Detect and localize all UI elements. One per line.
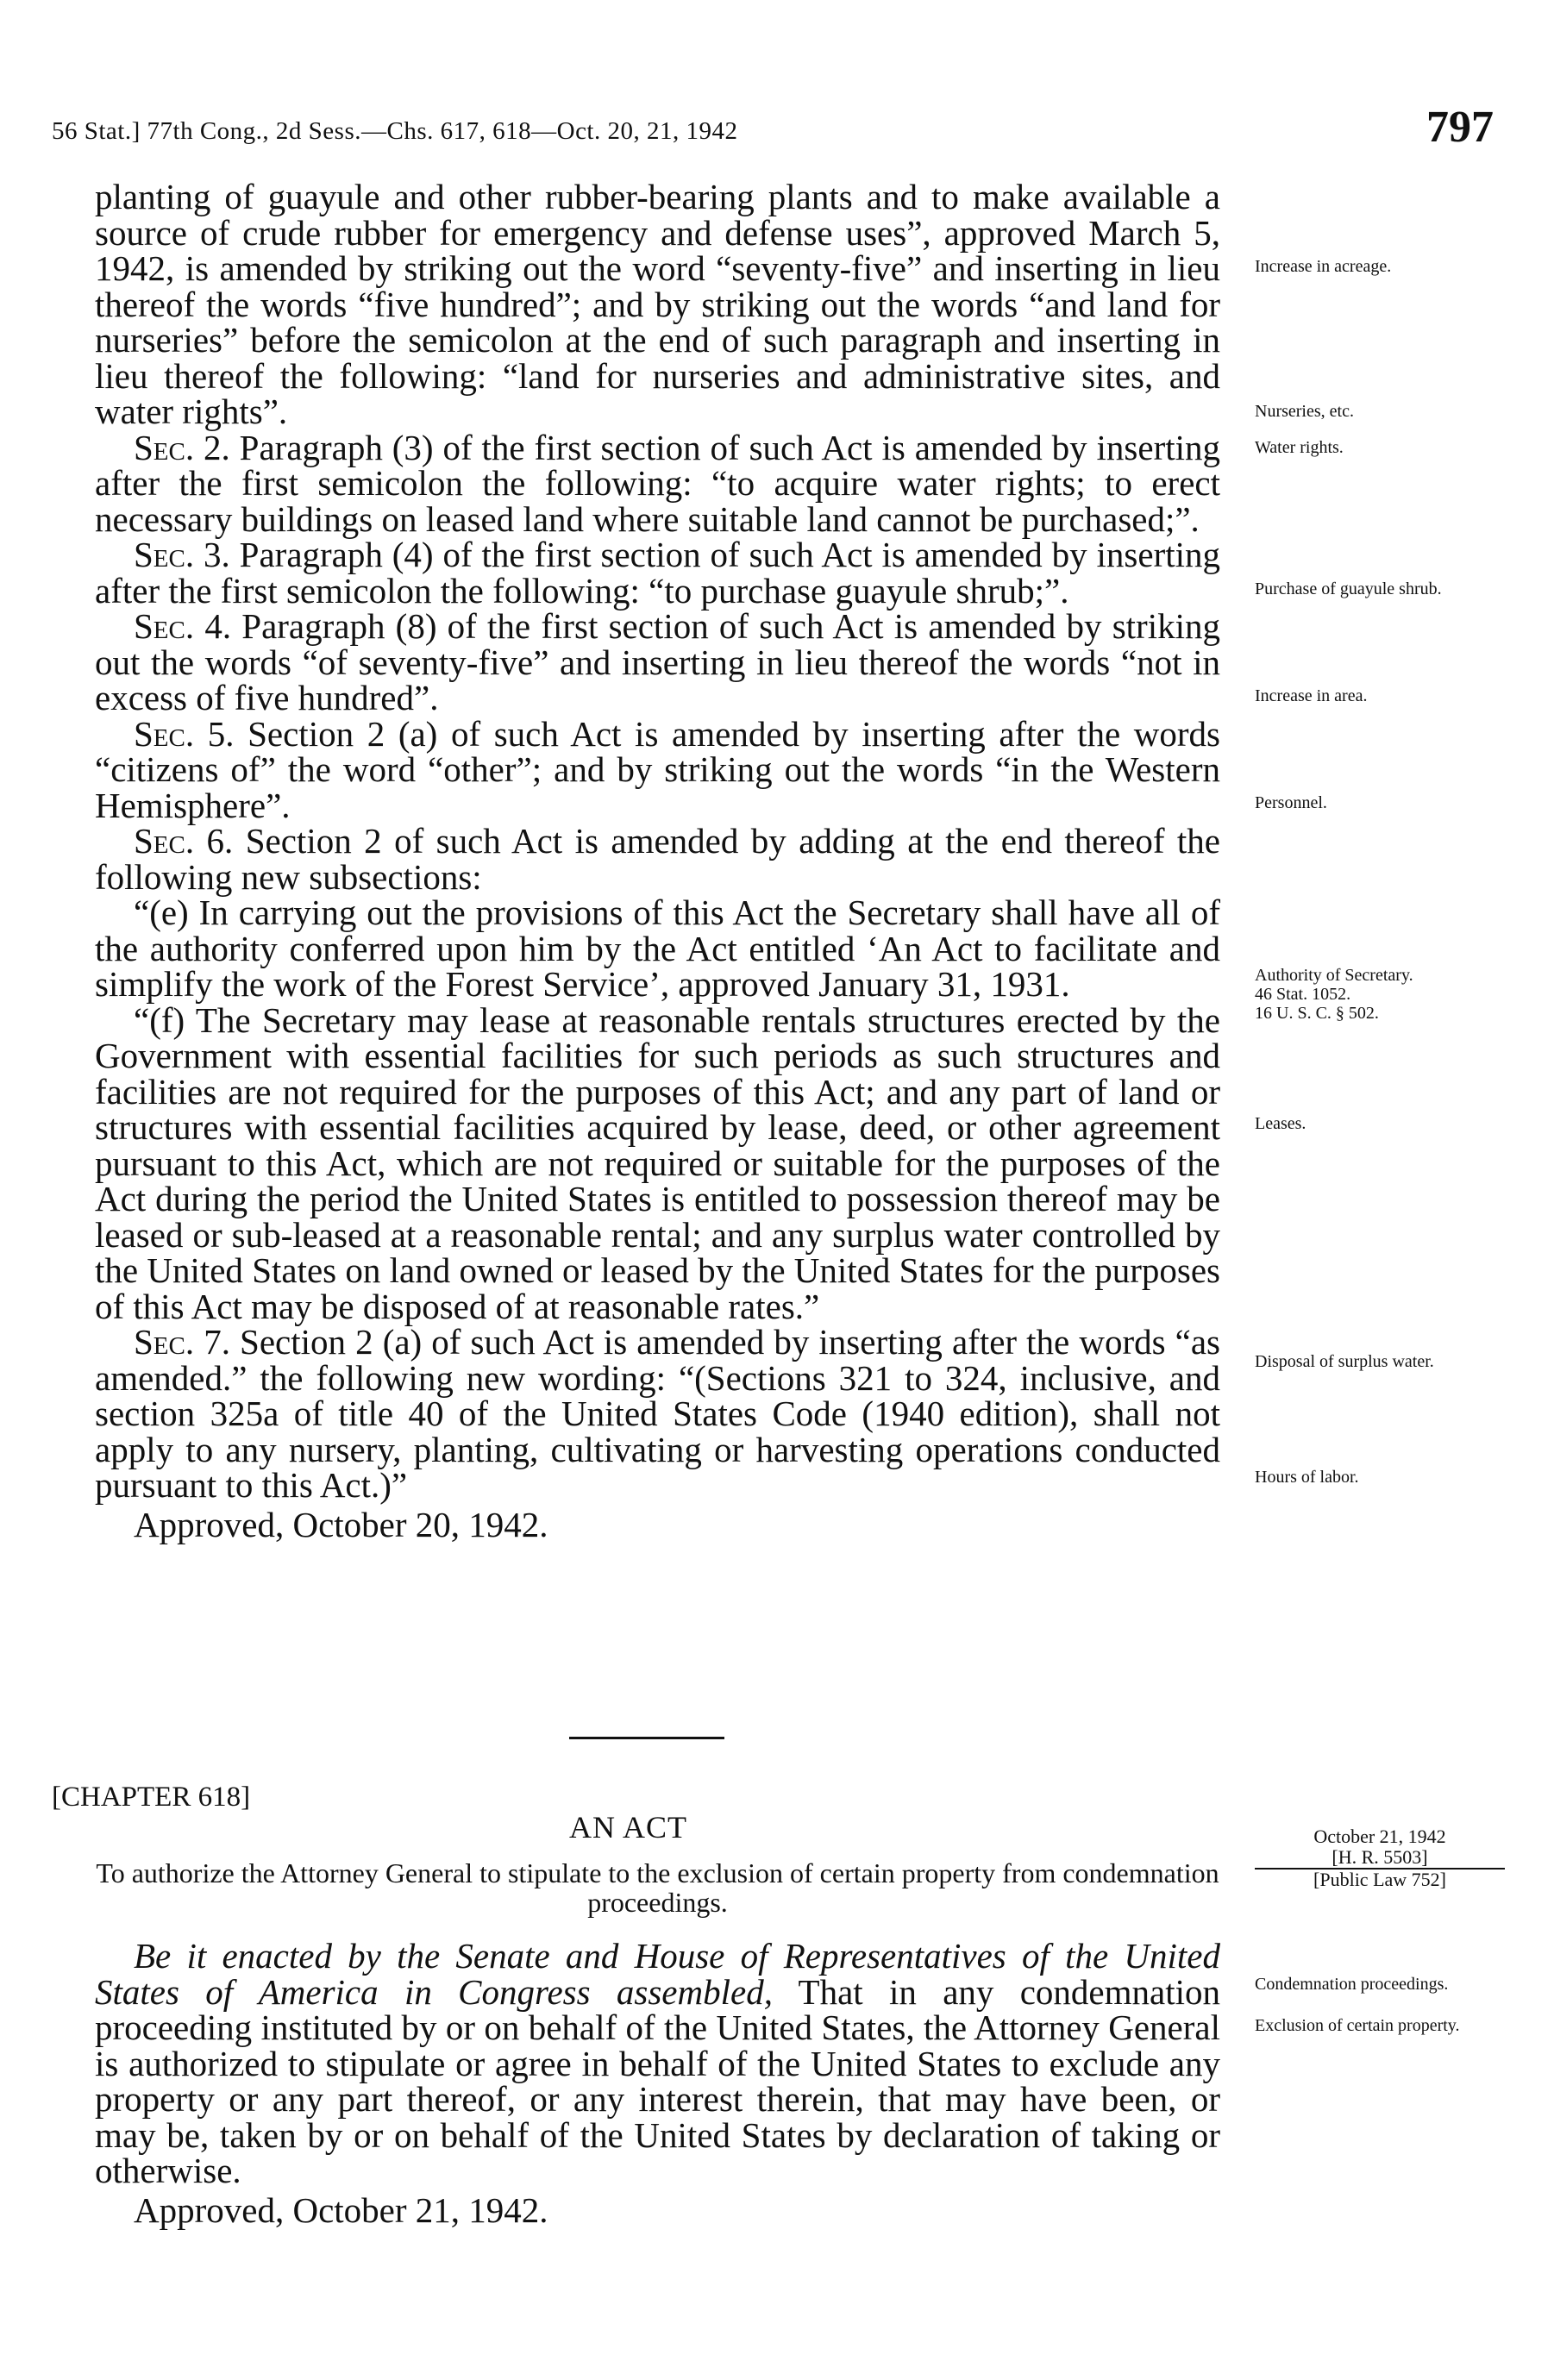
section-label: Sec. 5. <box>134 713 235 754</box>
section-label: Sec. 7. <box>134 1322 230 1362</box>
margin-note-condemnation: Condemnation proceedings. <box>1255 1975 1449 1994</box>
section-2 <box>95 427 1220 539</box>
section-6 <box>95 821 1221 897</box>
page-header <box>52 102 1494 162</box>
paragraph-1: planting of guayule and other rubber-bearing plants and to make available a source of crude rubber for emergency and defense uses”, approved March 5, 1942, is amended by striking out the word “seventy-five” and inserting in lieu thereof the words “five hundred”; and by striking out the words “and land for nurseries” before the semicolon at the end of such paragraph and inserting in lieu thereof the following: “land for nurseries and administrative sites, and water rights”. <box>95 177 1220 431</box>
citation-usc: 16 U. S. C. § 502. <box>1255 1004 1379 1023</box>
margin-note-disposal: Disposal of surplus water. <box>1255 1352 1434 1371</box>
subsection-f: “(f) The Secretary may lease at reasonable rentals structures erected by the Government with essential facilities for such periods as such structures and facilities are not required for the purposes of this Act; and any part of land or structures with essential facilities acquired by lease, deed, or other agreement pursuant to this Act, which are not required or suitable for the purposes of the Act during the period the United States is entitled to possession thereof may be leased or sub-leased at a reasonable rental; and any surplus water controlled by the United States on land owned or leased by the United States for the purposes of this Act may be disposed of at reasonable rates.” <box>95 999 1220 1326</box>
section-label: Sec. 3. <box>134 535 230 574</box>
margin-note-purchase-guayule: Purchase of guayule shrub. <box>1255 579 1442 598</box>
margin-note-hours: Hours of labor. <box>1255 1468 1359 1487</box>
running-head: 56 Stat.] 77th Cong., 2d Sess.—Chs. 617, 618—Oct. 20, 21, 1942 <box>52 117 738 145</box>
section-text: Paragraph (4) of the first section of such Act is amended by inserting after the first semicolon the following: “to purchase guayule shrub;”. <box>95 535 1220 611</box>
section-3 <box>95 537 1220 609</box>
section-label: Sec. 2. <box>134 427 230 467</box>
section-text: Section 2 of such Act is amended by adding at the end thereof the following new subsections: <box>95 821 1221 897</box>
act-purpose: To authorize the Attorney General to stipulate to the exclusion of certain property from condemnation proceedings. <box>96 1857 1219 1918</box>
margin-note-exclusion: Exclusion of certain property. <box>1255 2016 1460 2035</box>
section-7 <box>95 1322 1220 1505</box>
section-text: Section 2 (a) of such Act is amended by inserting after the words “as amended.” the following new wording: “(Sections 321 to 324, inclusive, and section 325a of title 40 of the United States Code (1940 edition), shall not apply to any nursery, planting, cultivating or harvesting operations conducted pursuant to this Act.)” <box>95 1322 1220 1505</box>
section-5 <box>95 713 1221 825</box>
act-date: October 21, 1942 <box>1313 1826 1446 1847</box>
citation-stat: 46 Stat. 1052. <box>1255 985 1351 1004</box>
enacting-clause: Be it enacted by the Senate and House of Representatives of the United States of America in Congress assembled, <box>95 1936 1220 2012</box>
approved-date-618: Approved, October 21, 1942. <box>134 2189 548 2230</box>
chapter-617-text <box>95 179 1220 1543</box>
chapter-label: [CHAPTER 618] <box>52 1782 251 1813</box>
chapter-618-text <box>95 1938 1220 2228</box>
bill-info <box>1255 1826 1505 1890</box>
margin-note-leases: Leases. <box>1255 1114 1306 1133</box>
section-divider <box>569 1737 724 1739</box>
enacting-paragraph <box>95 1938 1220 2189</box>
margin-note-personnel: Personnel. <box>1255 793 1327 812</box>
section-label: Sec. 4. <box>134 606 232 646</box>
margin-note-increase-acreage: Increase in acreage. <box>1255 257 1392 276</box>
margin-note-water-rights: Water rights. <box>1255 438 1344 457</box>
subsection-e: “(e) In carrying out the provisions of this Act the Secretary shall have all of the authority conferred upon him by the Act entitled ‘An Act to facilitate and simplify the work of the Forest Service’, approved January 31, 1931. <box>95 892 1220 1004</box>
margin-note-authority <box>1255 966 1444 1023</box>
approved-date-617: Approved, October 20, 1942. <box>134 1504 548 1544</box>
section-4 <box>95 606 1220 717</box>
section-text: Paragraph (3) of the first section of such Act is amended by inserting after the first semicolon the following: “to acquire water rights; to erect necessary buildings on leased land where suitable land cannot be purchased;”. <box>95 427 1220 539</box>
page-number: 797 <box>1426 103 1494 152</box>
authority-label: Authority of Secretary. <box>1255 966 1413 985</box>
act-title: AN ACT <box>569 1810 688 1845</box>
bill-number: [H. R. 5503] <box>1255 1847 1505 1870</box>
margin-note-increase-area: Increase in area. <box>1255 686 1368 705</box>
section-text: Paragraph (8) of the first section of such Act is amended by striking out the words “of seventy-five” and inserting in lieu thereof the words “not in excess of five hundred”. <box>95 606 1220 717</box>
section-text: Section 2 (a) of such Act is amended by inserting after the words “citizens of” the word “other”; and by striking out the words “in the Western Hemisphere”. <box>95 713 1221 825</box>
section-label: Sec. 6. <box>134 821 234 861</box>
margin-note-nurseries: Nurseries, etc. <box>1255 402 1354 421</box>
act-text: That in any condemnation proceeding instituted by or on behalf of the United States, the Attorney General is authorized to stipulate or agree in behalf of the United States to exclude any property or any part thereof, or any interest therein, that may have been, or may be, taken by or on behalf of the United States by declaration of taking or otherwise. <box>95 1971 1220 2190</box>
public-law: [Public Law 752] <box>1313 1869 1446 1890</box>
